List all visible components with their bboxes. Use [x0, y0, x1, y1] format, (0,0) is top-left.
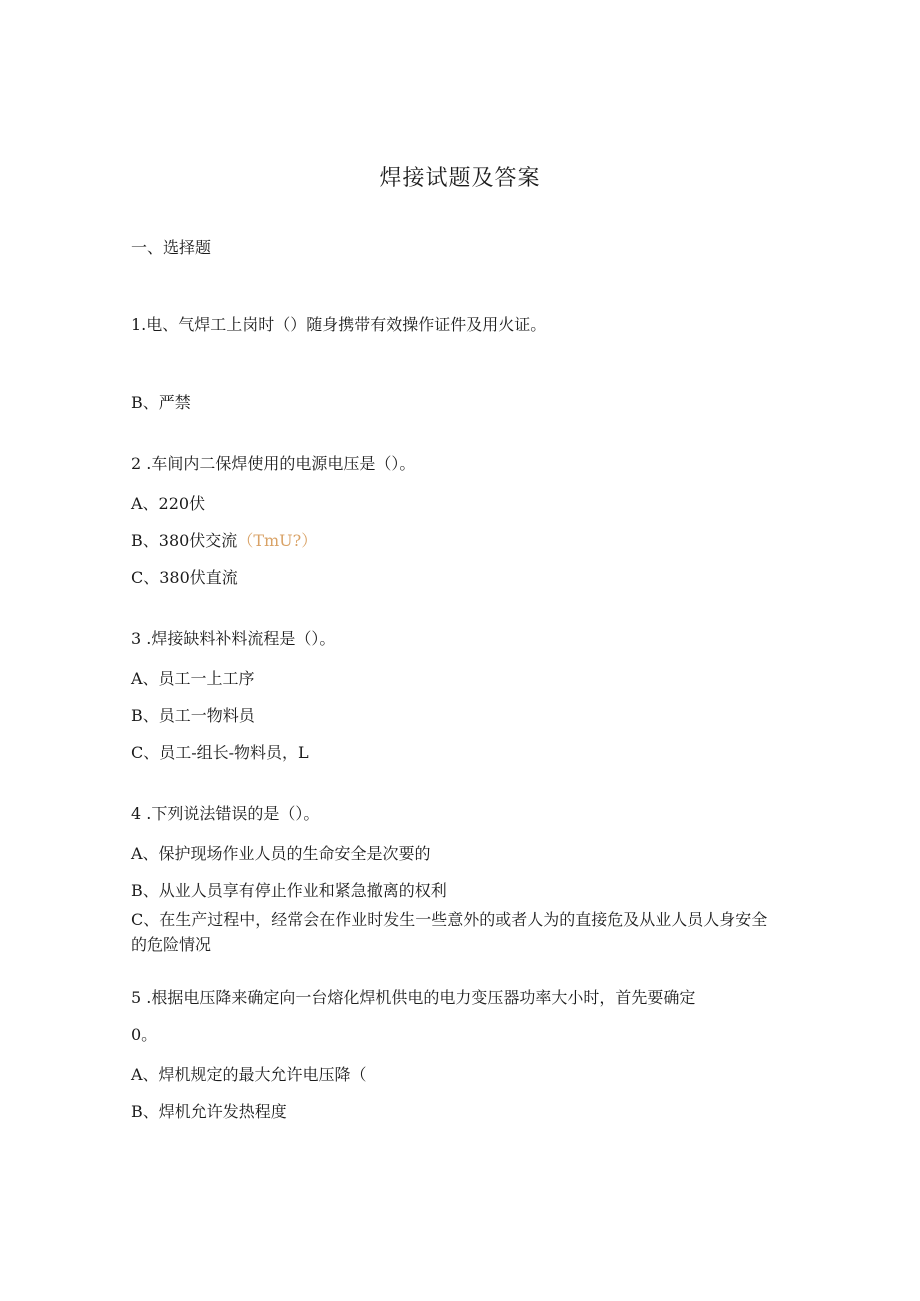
handwritten-annotation: （TmU?）: [237, 531, 318, 550]
question-5-option-b: B、焊机允许发热程度: [131, 1102, 287, 1121]
question-2-option-a: A、220伏: [131, 494, 206, 513]
section-heading: 一、选择题: [131, 238, 212, 257]
question-5-option-a: A、焊机规定的最大允许电压降（: [131, 1065, 367, 1084]
question-3-stem: 3 .焊接缺料补料流程是（）。: [131, 629, 336, 648]
question-1-option-b: B、严禁: [131, 393, 191, 412]
question-4-option-a: A、保护现场作业人员的生命安全是次要的: [131, 844, 431, 863]
question-5-stem-continued: 0。: [131, 1025, 158, 1044]
question-5-stem: 5 .根据电压降来确定向一台熔化焊机供电的电力变压器功率大小时，首先要确定: [131, 988, 696, 1007]
question-4-option-c: C、在生产过程中，经常会在作业时发生一些意外的或者人为的直接危及从业人员人身安全的危险情况: [131, 910, 768, 954]
question-1-stem: 1.电、气焊工上岗时（）随身携带有效操作证件及用火证。: [131, 315, 547, 334]
question-3-option-a: A、员工一上工序: [131, 669, 255, 688]
question-2-option-b: B、380伏交流: [131, 531, 238, 550]
question-4-stem: 4 .下列说法错误的是（）。: [131, 804, 320, 823]
question-2-option-c: C、380伏直流: [131, 568, 238, 587]
document-title: 焊接试题及答案: [379, 166, 541, 191]
question-3-option-c: C、员工-组长-物料员，L: [131, 743, 309, 762]
question-2-stem: 2 .车间内二保焊使用的电源电压是（）。: [131, 454, 416, 473]
question-2-option-b-row: [131, 531, 317, 551]
question-3-option-b: B、员工一物料员: [131, 706, 255, 725]
question-4-option-b: B、从业人员享有停止作业和紧急撤离的权利: [131, 881, 447, 900]
